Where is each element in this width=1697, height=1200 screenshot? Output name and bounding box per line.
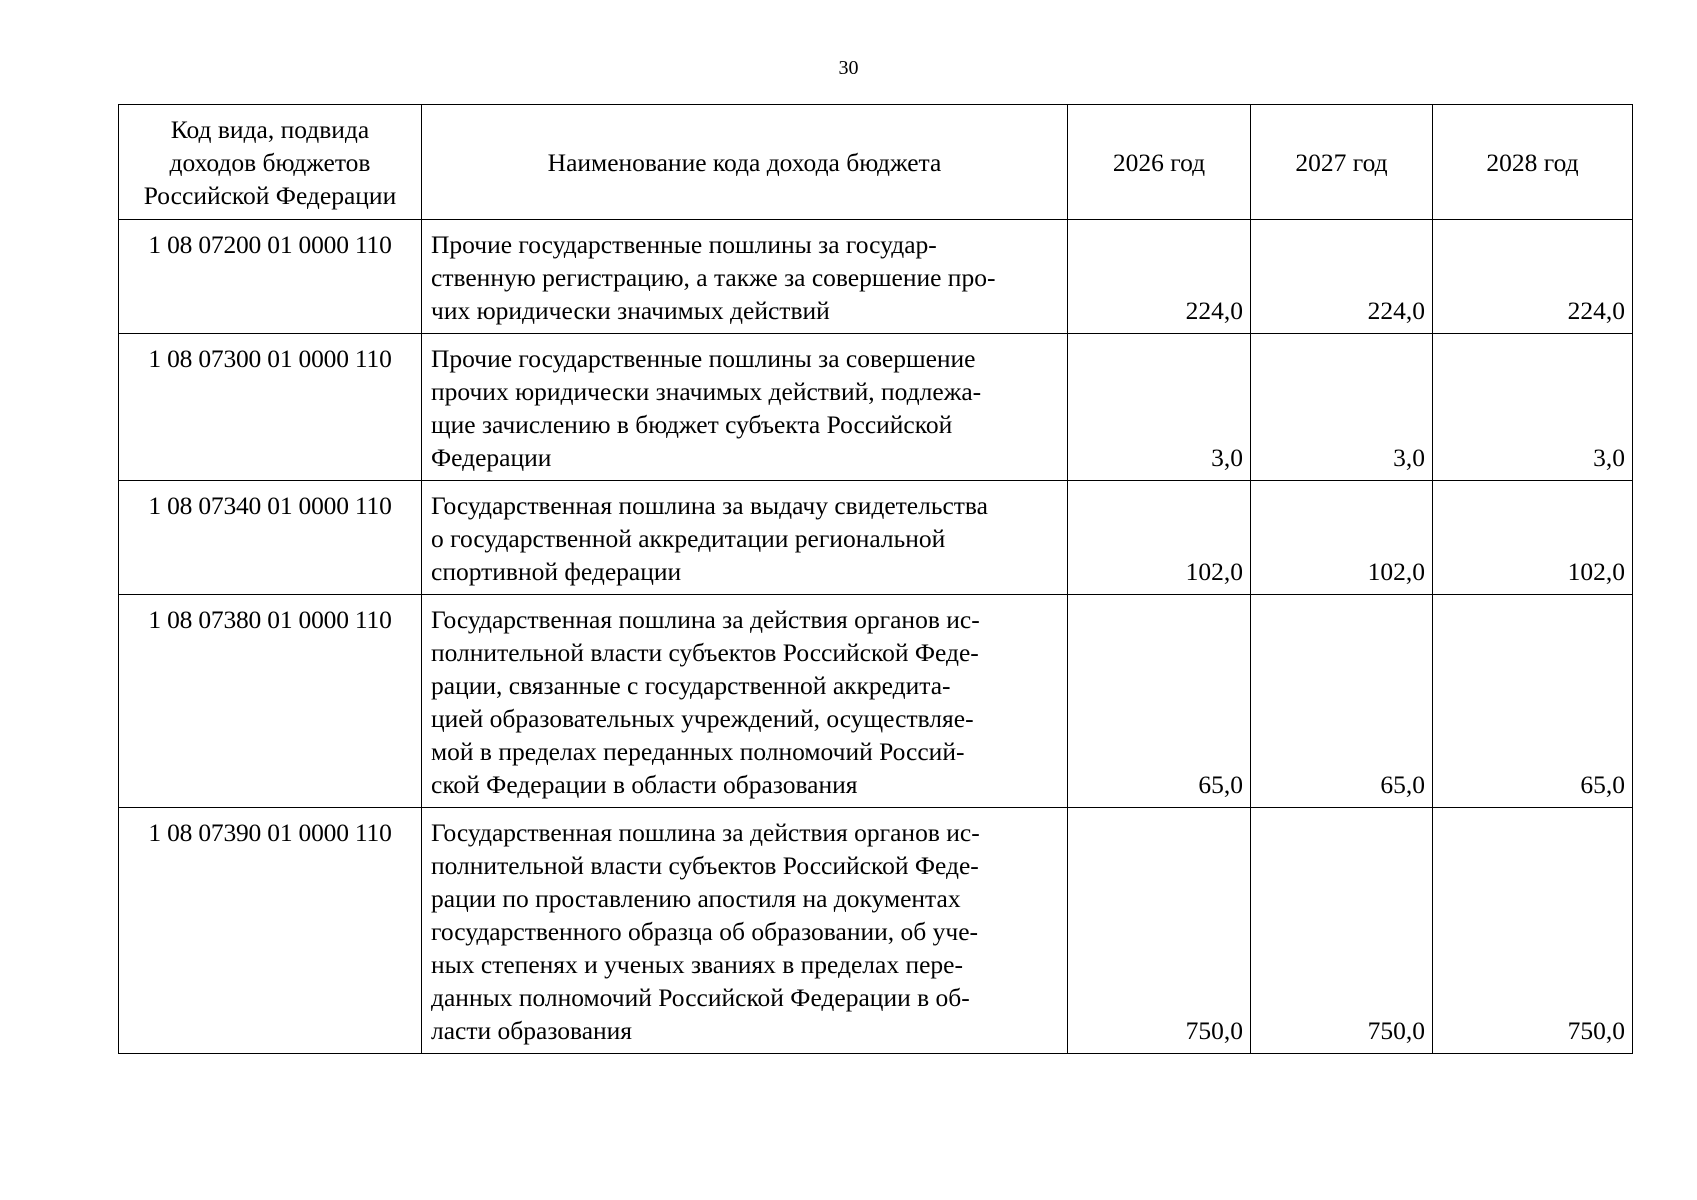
row-name-line: ской Федерации в области образования xyxy=(431,770,858,799)
row-value-2026: 3,0 xyxy=(1068,334,1251,481)
row-name xyxy=(422,595,1068,808)
row-name-line: цией образовательных учреждений, осуществляе- xyxy=(431,704,974,733)
row-value-2027: 750,0 xyxy=(1251,808,1433,1054)
row-name-line: ласти образования xyxy=(431,1016,633,1045)
row-name-line: щие зачислению в бюджет субъекта Российской xyxy=(431,410,953,439)
header-year-2027: 2027 год xyxy=(1251,105,1433,220)
header-code-line: Российской Федерации xyxy=(143,180,397,210)
row-name-line: Государственная пошлина за действия органов ис- xyxy=(431,818,980,847)
row-name-line: спортивной федерации xyxy=(431,557,682,586)
row-value-2026: 65,0 xyxy=(1068,595,1251,808)
header-code-line: доходов бюджетов xyxy=(169,147,371,177)
row-value-2026: 750,0 xyxy=(1068,808,1251,1054)
row-value-2028: 3,0 xyxy=(1433,334,1633,481)
row-value-2028: 102,0 xyxy=(1433,481,1633,595)
table-row xyxy=(119,595,1633,808)
row-value-2027: 65,0 xyxy=(1251,595,1433,808)
row-name-line: полнительной власти субъектов Российской Феде- xyxy=(431,638,979,667)
table-row xyxy=(119,334,1633,481)
table-row xyxy=(119,481,1633,595)
row-name xyxy=(422,334,1068,481)
row-value-2028: 750,0 xyxy=(1433,808,1633,1054)
table-row xyxy=(119,808,1633,1054)
row-name-line: ных степенях и ученых званиях в пределах пере- xyxy=(431,950,963,979)
row-name-line: прочих юридически значимых действий, подлежа- xyxy=(431,377,982,406)
row-name xyxy=(422,220,1068,334)
revenue-table xyxy=(118,104,1633,1054)
row-name-line: рации, связанные с государственной аккредита- xyxy=(431,671,951,700)
row-code: 1 08 07340 01 0000 110 xyxy=(119,481,422,595)
row-name-line: мой в пределах переданных полномочий Россий- xyxy=(431,737,965,766)
page-number: 30 xyxy=(838,57,859,79)
header-year-2028: 2028 год xyxy=(1433,105,1633,220)
row-code: 1 08 07300 01 0000 110 xyxy=(119,334,422,481)
header-name: Наименование кода дохода бюджета xyxy=(422,105,1068,220)
row-name xyxy=(422,481,1068,595)
row-code: 1 08 07200 01 0000 110 xyxy=(119,220,422,334)
row-name-line: государственного образца об образовании, об уче- xyxy=(431,917,979,946)
row-name xyxy=(422,808,1068,1054)
row-value-2028: 65,0 xyxy=(1433,595,1633,808)
row-name-line: рации по проставлению апостиля на документах xyxy=(431,884,961,913)
row-value-2027: 224,0 xyxy=(1251,220,1433,334)
row-name-line: чих юридически значимых действий xyxy=(431,296,830,325)
row-value-2027: 3,0 xyxy=(1251,334,1433,481)
row-name-line: ственную регистрацию, а также за совершение про- xyxy=(431,263,996,292)
row-name-line: Государственная пошлина за выдачу свидетельства xyxy=(431,491,988,520)
header-year-2026: 2026 год xyxy=(1068,105,1251,220)
row-name-line: полнительной власти субъектов Российской Феде- xyxy=(431,851,979,880)
header-code-line: Код вида, подвида xyxy=(170,114,370,144)
row-code: 1 08 07390 01 0000 110 xyxy=(119,808,422,1054)
row-name-line: Прочие государственные пошлины за совершение xyxy=(431,344,976,373)
row-code: 1 08 07380 01 0000 110 xyxy=(119,595,422,808)
row-value-2027: 102,0 xyxy=(1251,481,1433,595)
row-name-line: Прочие государственные пошлины за государ- xyxy=(431,230,937,259)
table-row xyxy=(119,220,1633,334)
table-header-row xyxy=(119,105,1633,220)
row-name-line: Государственная пошлина за действия органов ис- xyxy=(431,605,980,634)
row-value-2026: 102,0 xyxy=(1068,481,1251,595)
row-name-line: данных полномочий Российской Федерации в об- xyxy=(431,983,970,1012)
row-name-line: о государственной аккредитации региональной xyxy=(431,524,946,553)
row-value-2026: 224,0 xyxy=(1068,220,1251,334)
header-code xyxy=(119,105,422,220)
row-value-2028: 224,0 xyxy=(1433,220,1633,334)
row-name-line: Федерации xyxy=(431,443,552,472)
